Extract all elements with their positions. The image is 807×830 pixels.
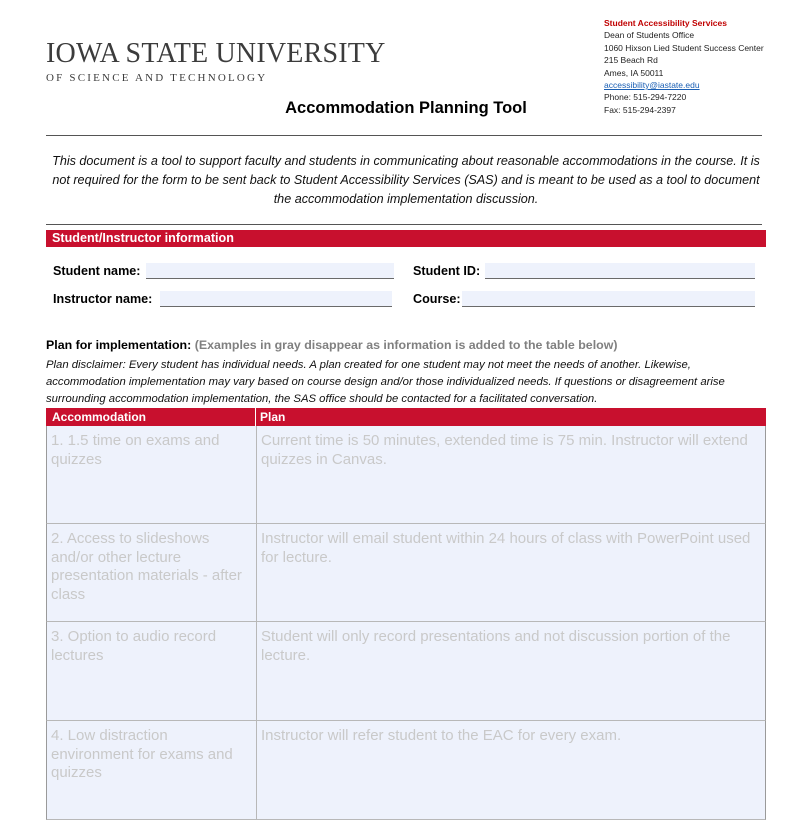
university-logo	[46, 40, 386, 84]
divider-top	[46, 135, 762, 136]
plan-disclaimer: Plan disclaimer: Every student has individual needs. A plan created for one student may not meet the needs of another. Likewise, accommodation implementation may vary based on course design and/or those individualized needs. If questions or disagreement arise surrounding accommodation implementation, the SAS office should be contacted for a facilitated conversation.	[46, 359, 725, 405]
contact-address-line1: 1060 Hixson Lied Student Success Center	[604, 42, 764, 53]
header-divider	[255, 408, 256, 426]
plan-heading	[46, 338, 617, 352]
cell-divider	[256, 426, 257, 523]
contact-fax: Fax: 515-294-2397	[604, 104, 676, 115]
column-header-plan: Plan	[260, 410, 286, 424]
cell-divider	[256, 622, 257, 720]
cell-divider	[256, 721, 257, 819]
plan-cell[interactable]: Instructor will email student within 24 hours of class with PowerPoint used for lecture.	[261, 530, 751, 566]
student-id-label: Student ID:	[413, 264, 481, 278]
contact-department: Student Accessibility Services	[604, 18, 727, 28]
student-name-field[interactable]	[146, 263, 394, 279]
student-name-label: Student name:	[53, 264, 141, 278]
contact-phone: Phone: 515-294-7220	[604, 92, 687, 103]
section-header-label: Student/Instructor information	[52, 231, 234, 245]
column-header-accommodation: Accommodation	[52, 410, 147, 424]
accommodation-cell[interactable]: 4. Low distraction environment for exams and quizzes	[51, 727, 233, 781]
plan-heading-title: Plan for implementation:	[46, 338, 192, 352]
plan-cell[interactable]: Student will only record presentations and not discussion portion of the lecture.	[261, 628, 731, 664]
contact-address-line2: 215 Beach Rd	[604, 55, 658, 66]
instructor-name-label: Instructor name:	[53, 292, 153, 306]
logo-wordmark: IOWA STATE UNIVERSITY	[46, 38, 386, 69]
table-row	[46, 524, 766, 622]
accommodation-table	[46, 408, 766, 820]
accommodation-cell[interactable]: 2. Access to slideshows and/or other lecture presentation materials - after class	[51, 530, 242, 603]
contact-email-link[interactable]: accessibility@iastate.edu	[604, 80, 700, 91]
accommodation-cell[interactable]: 3. Option to audio record lectures	[51, 628, 217, 664]
course-field[interactable]	[462, 291, 755, 307]
contact-office: Dean of Students Office	[604, 30, 695, 41]
logo-tagline: OF SCIENCE AND TECHNOLOGY	[46, 72, 268, 84]
instructor-name-field[interactable]	[160, 291, 392, 307]
intro-paragraph: This document is a tool to support faculty and students in communicating about reasonable accommodations in the course. It is not required for the form to be sent back to Student Accessibility Services (SAS) and is meant to be used as a tool to document the accommodation implementation discussion.	[52, 154, 760, 206]
table-row	[46, 721, 766, 820]
plan-cell[interactable]: Current time is 50 minutes, extended time is 75 min. Instructor will extend quizzes in Canvas.	[261, 432, 748, 468]
student-id-field[interactable]	[485, 263, 755, 279]
table-header	[46, 408, 766, 426]
contact-city: Ames, IA 50011	[604, 67, 664, 78]
table-row	[46, 426, 766, 524]
section-header-student-info	[46, 230, 766, 247]
document-title: Accommodation Planning Tool	[285, 99, 527, 117]
table-row	[46, 622, 766, 721]
divider-middle	[46, 224, 762, 225]
plan-heading-note: (Examples in gray disappear as information is added to the table below)	[194, 338, 618, 352]
accommodation-cell[interactable]: 1. 1.5 time on exams and quizzes	[51, 432, 220, 468]
plan-cell[interactable]: Instructor will refer student to the EAC for every exam.	[261, 727, 622, 744]
course-label: Course:	[413, 292, 461, 306]
cell-divider	[256, 524, 257, 621]
